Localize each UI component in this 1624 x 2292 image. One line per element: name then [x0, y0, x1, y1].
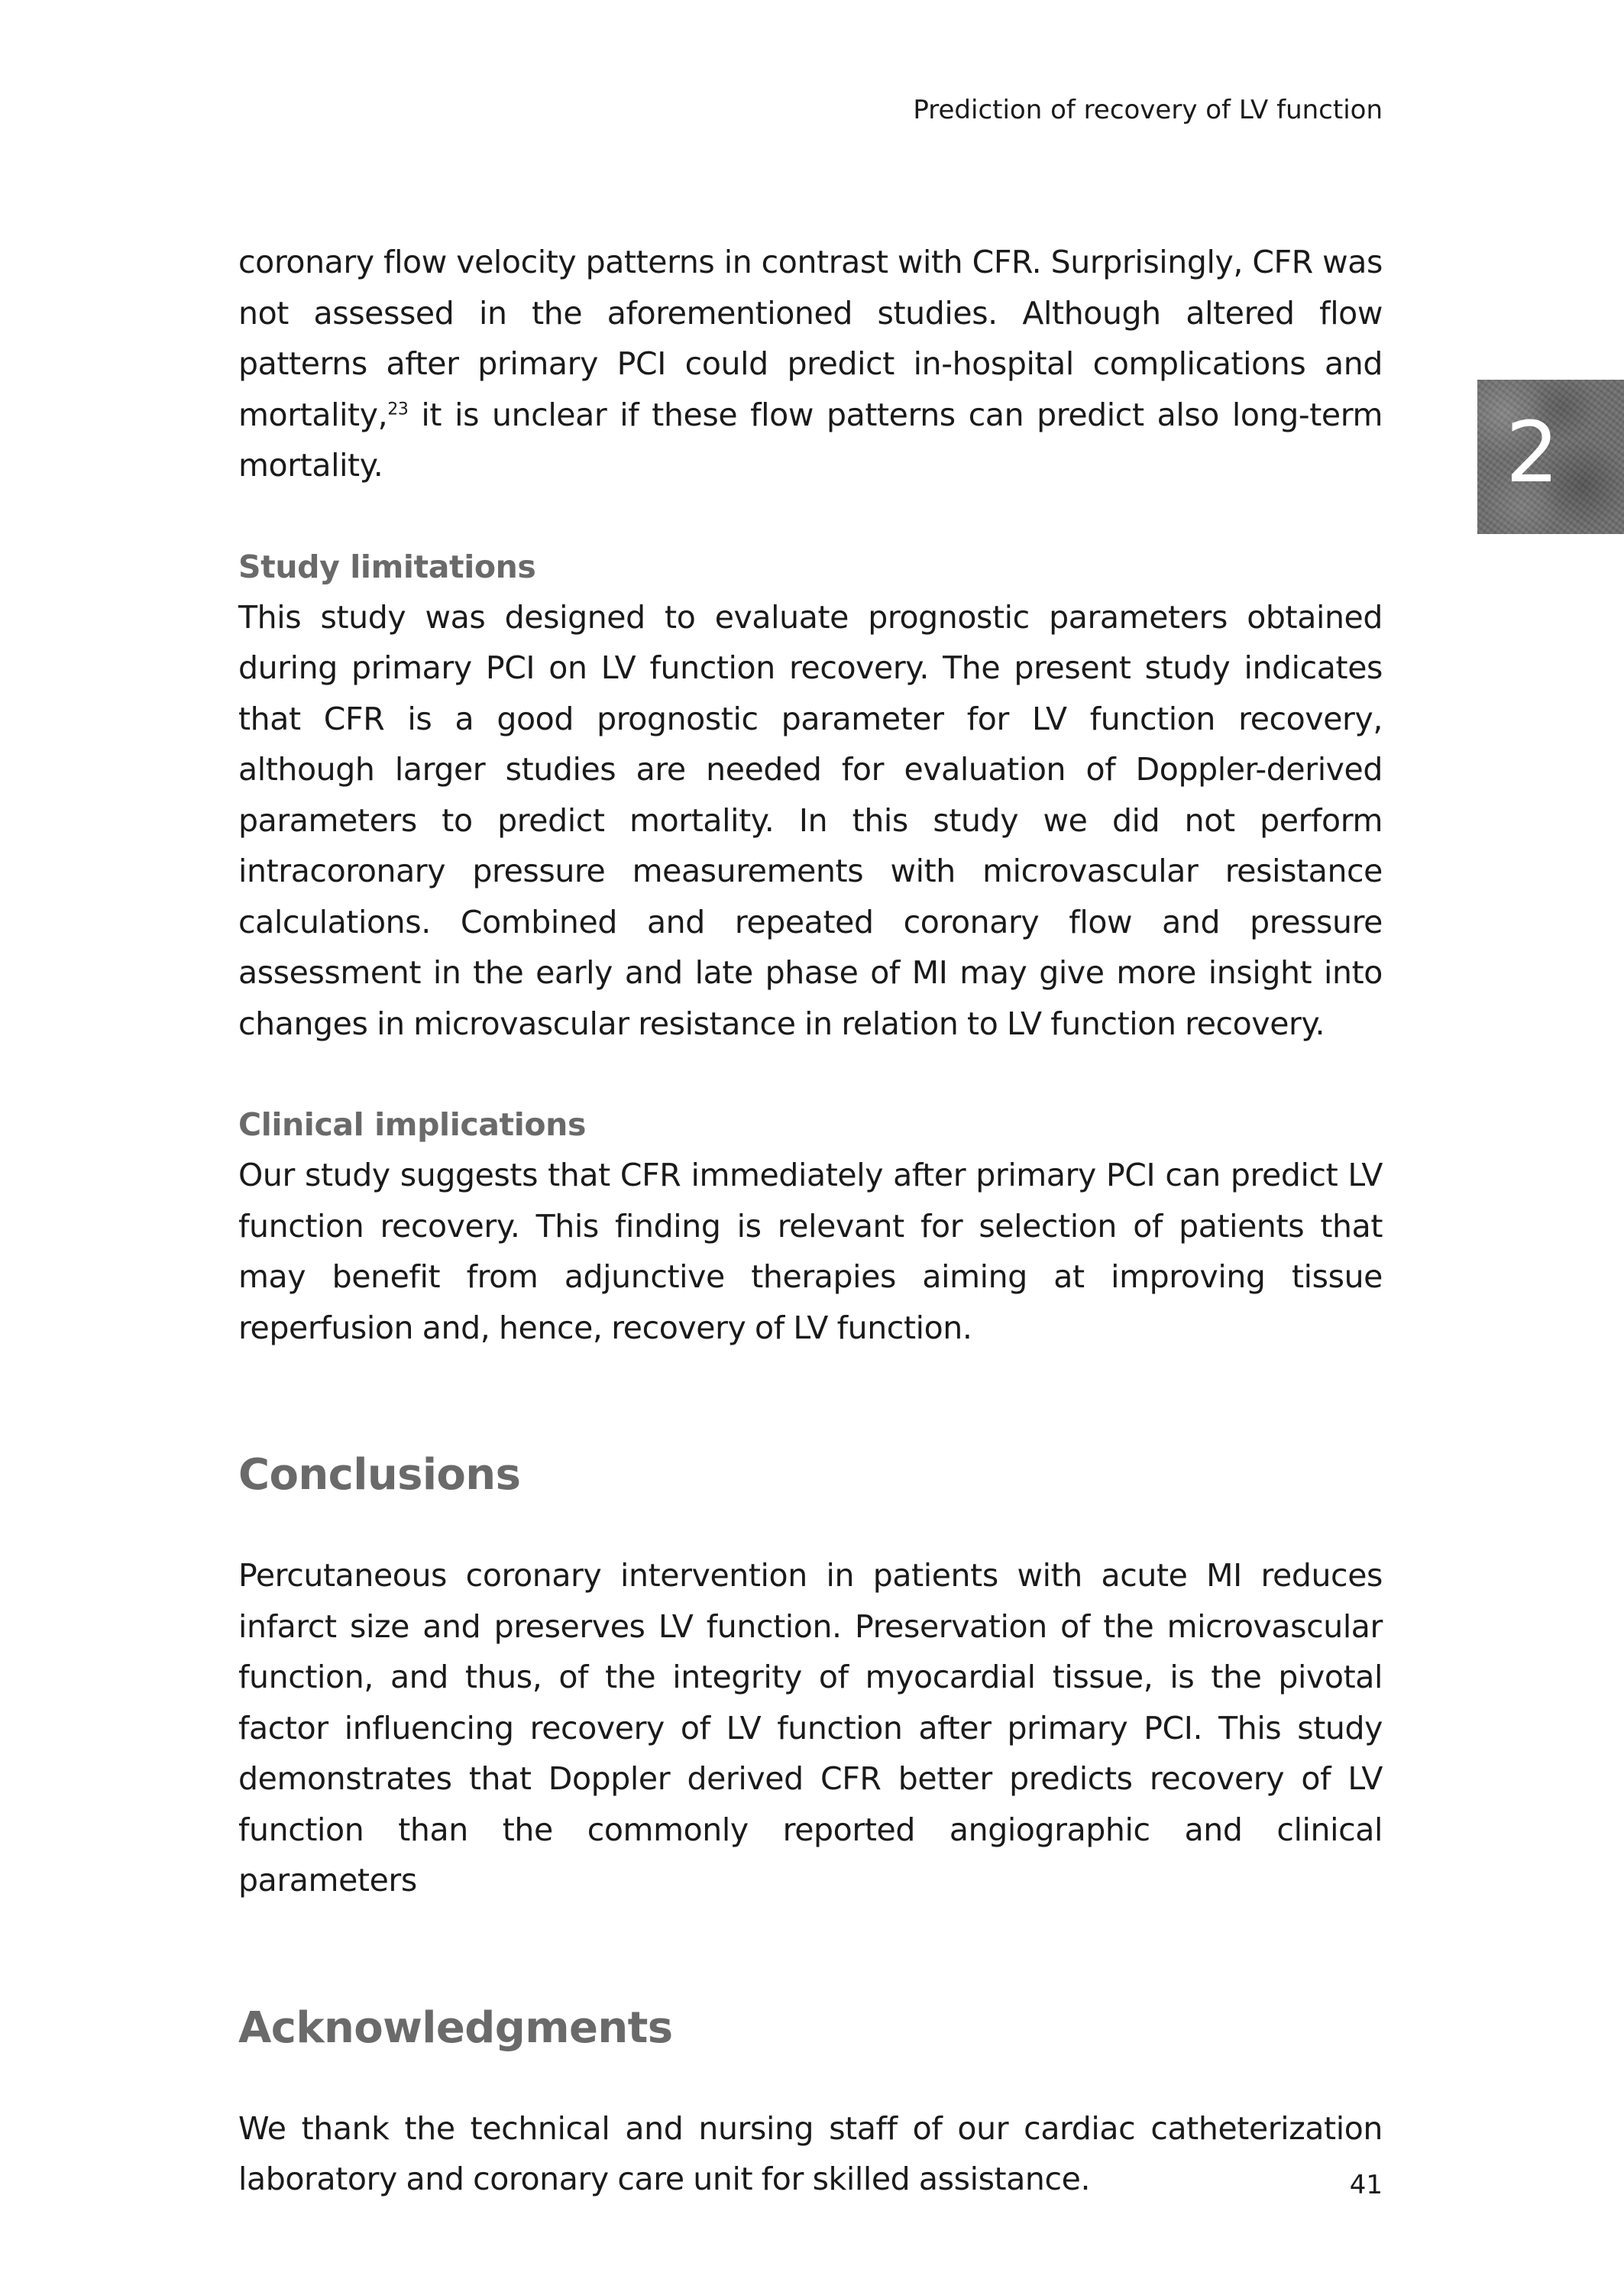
spacer: [238, 1353, 1383, 1445]
intro-paragraph: [238, 237, 1383, 491]
clinical-implications-heading: Clinical implications: [238, 1106, 586, 1143]
reference-superscript: 23: [387, 399, 409, 419]
chapter-number: 2: [1506, 403, 1559, 501]
spacer: [238, 1506, 1383, 1550]
page-number: 41: [1349, 2170, 1383, 2200]
study-limitations-heading: Study limitations: [238, 548, 536, 585]
chapter-tab: [1477, 380, 1624, 534]
clinical-implications-paragraph: Our study suggests that CFR immediately after primary PCI can predict LV function recovery. This finding is relevant for selection of patients that may benefit from adjunctive therapies aiming at improving tissue reperfusion and, hence, recovery of LV function.: [238, 1157, 1383, 1346]
running-header-title: Prediction of recovery of LV function: [913, 95, 1383, 125]
spacer: [238, 491, 1383, 542]
study-limitations-paragraph: This study was designed to evaluate prognostic parameters obtained during primary PCI on LV function recovery. The present study indicates that CFR is a good prognostic parameter for LV function recovery, although larger studies are needed for evaluation of Doppler-derived parameters to predict mortality. In this study we did not perform intracoronary pressure measurements with microvascular resistance calculations. Combined and repeated coronary flow and pressure assessment in the early and late phase of MI may give more insight into changes in microvascular resistance in relation to LV function recovery.: [238, 598, 1383, 1042]
spacer: [238, 1049, 1383, 1099]
intro-text-before-ref: coronary flow velocity patterns in contrast with CFR. Surprisingly, CFR was not assessed in the aforementioned studies. Although altered flow patterns after primary PCI could predict in-hospital complications and mortality,: [238, 244, 1383, 433]
spacer: [238, 1906, 1383, 1998]
conclusions-heading: Conclusions: [238, 1450, 521, 1500]
page-body: [238, 237, 1383, 2205]
intro-text-after-ref: it is unclear if these flow patterns can predict also long-term mortality.: [238, 396, 1383, 484]
spacer: [238, 2059, 1383, 2103]
conclusions-paragraph: Percutaneous coronary intervention in patients with acute MI reduces infarct size and preserves LV function. Preservation of the microvascular function, and thus, of the integrity of myocardial tissue, is the pivotal factor influencing recovery of LV function after primary PCI. This study demonstrates that Doppler derived CFR better predicts recovery of LV function than the commonly reported angiographic and clinical parameters: [238, 1557, 1383, 1899]
acknowledgments-paragraph: We thank the technical and nursing staff of our cardiac catheterization laboratory and coronary care unit for skilled assistance.: [238, 2109, 1383, 2197]
acknowledgments-heading: Acknowledgments: [238, 2002, 673, 2053]
